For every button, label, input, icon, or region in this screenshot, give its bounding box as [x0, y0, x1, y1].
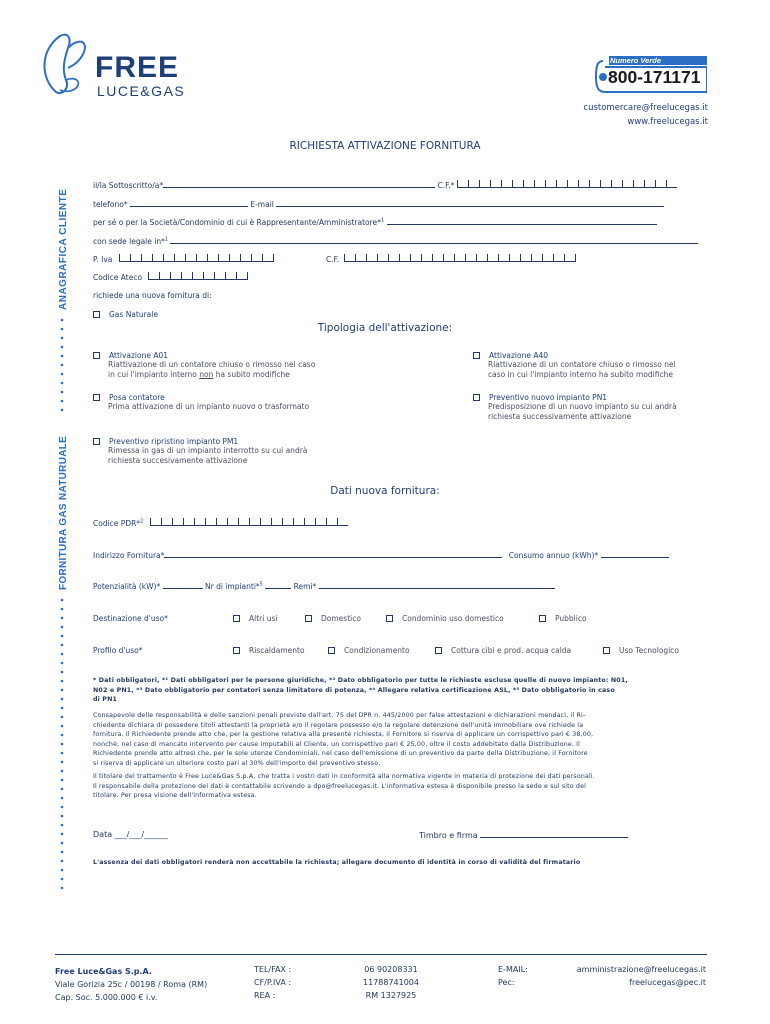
email-field[interactable] — [276, 199, 664, 207]
consumo-field[interactable] — [601, 550, 669, 558]
cf2-field[interactable] — [344, 254, 576, 262]
dest-altri-label: Altri usi — [249, 614, 278, 623]
pdr-label: Codice PDR* — [93, 519, 141, 528]
dest-condominio-label: Condominio uso domestico — [402, 614, 504, 623]
pm1-desc-2: richiesta succesivamente attivazione — [108, 456, 248, 465]
a01-checkbox[interactable] — [93, 352, 100, 359]
a01-desc-2 — [108, 370, 315, 380]
footer-labels — [254, 963, 291, 1002]
per-se-row — [93, 217, 657, 227]
notes-legend — [93, 676, 628, 705]
cf-label: C.F.* — [437, 181, 455, 190]
piva-label: P. Iva — [93, 255, 113, 264]
dest-opt-pubblico[interactable] — [539, 614, 587, 623]
footer-cf-value: 11788741004 — [363, 978, 419, 987]
prof-risc-label: Riscaldamento — [249, 646, 305, 655]
impianti-field[interactable] — [265, 581, 291, 589]
data-row — [93, 830, 168, 839]
prof-cottura-label: Cottura cibi e prod. acqua calda — [451, 646, 572, 655]
prof-risc-checkbox[interactable] — [233, 647, 240, 654]
potenzialita-field[interactable] — [163, 581, 203, 589]
a01-option[interactable] — [93, 351, 315, 380]
brand-sub: LUCE&GAS — [97, 83, 186, 99]
timbro-field[interactable] — [480, 830, 628, 838]
dest-domestico-checkbox[interactable] — [305, 615, 312, 622]
dest-domestico-label: Domestico — [321, 614, 361, 623]
a40-desc-2: caso in cui l'impianto interno ha subito modifiche — [488, 370, 673, 379]
contact-email[interactable]: customercare@freelucegas.it — [583, 103, 708, 113]
cf2-label: C.F. — [326, 255, 340, 264]
footer-tel-label: TEL/FAX : — [254, 965, 292, 974]
footer-rea-label: REA : — [254, 991, 276, 1000]
pn1-desc-2: richiesta successivamente attivazione — [488, 412, 632, 421]
ateco-label: Codice Ateco — [93, 273, 143, 282]
posa-desc: Prima attivazione di un impianto nuovo o trasformato — [108, 402, 310, 411]
gas-naturale-option[interactable] — [93, 310, 158, 319]
tipologia-title: Tipologia dell'attivazione: — [317, 322, 453, 334]
potenzialita-row — [93, 581, 555, 591]
per-se-sup: 1 — [380, 217, 385, 224]
footer-mail-labels — [498, 963, 528, 989]
prof-opt-risc[interactable] — [233, 646, 305, 655]
footer-values — [355, 963, 427, 1002]
indirizzo-field[interactable] — [164, 550, 502, 558]
posa-title: Posa contatore — [109, 393, 165, 402]
footer-capital: Cap. Soc. 5.000.000 € i.v. — [55, 993, 158, 1002]
prof-cottura-checkbox[interactable] — [435, 647, 442, 654]
a01-desc-2a: in cui l'impianto interno — [108, 370, 200, 379]
a40-option[interactable] — [473, 351, 676, 380]
posa-checkbox[interactable] — [93, 394, 100, 401]
prof-opt-tecno[interactable] — [603, 646, 679, 655]
ateco-row — [93, 272, 248, 282]
assenza-note: L'assenza dei dati obbligatori renderà non accettabile la richiesta; allegare documento di identità in corso di validità del firmatario — [93, 859, 581, 866]
dest-opt-domestico[interactable] — [305, 614, 361, 623]
sede-label: con sede legale in* — [93, 237, 165, 246]
richiede-text: richiede una nuova fornitura di: — [93, 291, 212, 300]
privacy-paragraph — [93, 772, 595, 801]
side-section-labels — [57, 180, 69, 890]
indirizzo-label: Indirizzo Fornitura* — [93, 551, 165, 560]
piva-field[interactable] — [119, 254, 274, 262]
data-label: Data — [93, 830, 113, 839]
dich-line-3: fornitura. Il Richiedente prende atto che, per la gestione relativa alla presente richiesta, il Fornitore si riserva di applicare un corrispettivo pari € 38,00, — [93, 731, 594, 739]
footer-pec-label: Pec: — [498, 978, 515, 987]
numero-verde-number: 800-171171 — [608, 67, 701, 87]
side-label-fornitura: FORNITURA GAS NATURUALE — [58, 435, 69, 590]
footer-email-value[interactable]: amministrazione@freelucegas.it — [576, 965, 706, 974]
page-title: RICHIESTA ATTIVAZIONE FORNITURA — [289, 140, 481, 152]
dest-pubblico-label: Pubblico — [555, 614, 587, 623]
dest-opt-altri[interactable] — [233, 614, 277, 623]
notes-line-2: N02 e PN1, *³ Dato obbligatorio per contatori senza limitatore di potenza, *⁴ Allegare relativa certificazione ASL, *⁵ Dato obbligatorio in caso — [93, 686, 615, 694]
fornitura-title: Dati nuova fornitura: — [330, 485, 440, 497]
dest-pubblico-checkbox[interactable] — [539, 615, 546, 622]
posa-option[interactable] — [93, 393, 309, 412]
destinazione-label: Destinazione d'uso* — [93, 614, 168, 623]
telefono-row — [93, 199, 664, 209]
pm1-desc-1: Rimessa in gas di un impianto interrotto su cui andrà — [108, 446, 308, 455]
indirizzo-row — [93, 550, 669, 560]
footer-company-block — [55, 965, 207, 1004]
privacy-line-3: titolare. Per presa visione dell'informativa estesa. — [93, 792, 257, 800]
footer-tel-value: 06 90208331 — [364, 965, 418, 974]
privacy-line-1: Il titolare del trattamento è Free Luce&Gas S.p.A, che tratta i vostri dati in conformità alla normativa vigente in materia di protezione dei dati personali. — [93, 773, 595, 780]
a40-title: Attivazione A40 — [489, 351, 549, 360]
prof-tecno-label: Uso Tecnologico — [619, 646, 679, 655]
dich-line-2: chiedente dichiara di possedere titoli attestanti la proprietà e/o il regolare possesso e/o la regolare detenzione dell'unità immobiliare ove richiede la — [93, 721, 584, 729]
prof-cond-checkbox[interactable] — [328, 647, 335, 654]
dest-altri-checkbox[interactable] — [233, 615, 240, 622]
timbro-label: Timbro e firma — [419, 831, 478, 840]
dich-line-5: Richiedente prende atto altresì che, per le sole utenze Condominiali, nel caso dell'emissione di un preventivo da parte della Distribuzione, il Fornitore — [93, 750, 588, 758]
footer-mail-values — [577, 963, 706, 989]
dest-condominio-checkbox[interactable] — [386, 615, 393, 622]
cf2-row — [326, 254, 576, 264]
prof-cond-label: Condizionamento — [344, 646, 410, 655]
gas-naturale-checkbox[interactable] — [93, 311, 100, 318]
gas-naturale-label: Gas Naturale — [109, 310, 158, 319]
societa-field[interactable] — [387, 217, 657, 225]
footer-pec-value[interactable]: freelucegas@pec.it — [629, 978, 706, 987]
profilo-label: Profilo d'uso* — [93, 646, 143, 655]
sede-row — [93, 236, 698, 246]
a01-desc-2b: non — [199, 370, 214, 379]
sottoscritto-row — [93, 180, 677, 190]
cf-field[interactable] — [457, 180, 677, 188]
footer-address: Viale Gorizia 25c / 00198 / Roma (RM) — [55, 980, 208, 989]
a01-title: Attivazione A01 — [109, 351, 169, 360]
contact-website[interactable]: www.freelucegas.it — [627, 117, 708, 127]
remi-label: Remi* — [293, 582, 317, 591]
a01-desc-1: Riattivazione di un contatore chiuso o rimosso nel caso — [108, 360, 316, 369]
pn1-checkbox[interactable] — [473, 394, 480, 401]
prof-tecno-checkbox[interactable] — [603, 647, 610, 654]
a40-checkbox[interactable] — [473, 352, 480, 359]
pdr-sup: 2 — [140, 518, 144, 525]
data-field[interactable]: ___/___/______ — [114, 830, 169, 839]
brand-name: FREE — [95, 51, 180, 84]
ateco-field[interactable] — [148, 272, 248, 280]
dichiarazione-paragraph — [93, 711, 593, 769]
pn1-desc-1: Predisposizione di un nuovo impianto su cui andrà — [488, 402, 677, 411]
notes-line-3: di PN1 — [93, 696, 118, 704]
side-label-anagrafica: ANAGRAFICA CLIENTE — [58, 188, 69, 310]
sede-field[interactable] — [170, 236, 698, 244]
piva-row — [93, 254, 274, 264]
numero-verde-label: Numero Verde — [610, 56, 661, 65]
footer-divider — [55, 954, 707, 955]
pdr-field[interactable] — [150, 518, 348, 526]
sottoscritto-field[interactable] — [163, 180, 435, 188]
privacy-line-2: Il responsabile della protezione dei dati è contattabile scrivendo a dpo@freelucegas.it. L'informativa estesa è disponibile presso la sede e sul sito del — [93, 782, 586, 790]
notes-line-1: * Dati obbligatori, *¹ Dati obbligatori per le persone giuridiche, *² Dato obbligatorio per tutte le richieste escluse quelle di nuovo impianto: N01, — [93, 677, 628, 684]
footer-cf-label: CF/P.IVA : — [254, 978, 292, 987]
per-se-label: per sé o per la Società/Condominio di cui è Rappresentante/Amministratore* — [93, 218, 381, 227]
dich-line-1: Consapevole delle responsabilità e delle sanzioni penali previste dall'art. 75 del DPR n. 445/2000 per false attestazioni e dichiarazioni mendaci, il Ri- — [93, 712, 586, 719]
pdr-row — [93, 518, 348, 528]
email-label: E-mail — [250, 200, 274, 209]
consumo-label: Consumo annuo (kWh)* — [508, 551, 599, 560]
pm1-checkbox[interactable] — [93, 438, 100, 445]
timbro-row — [419, 830, 628, 840]
impianti-label: Nr di impianti* — [205, 582, 260, 591]
dich-line-6: si riserva di applicare un ulteriore costo pari al 30% dell'importo del preventivo stesso. — [93, 759, 381, 767]
footer-company: Free Luce&Gas S.p.A. — [55, 967, 152, 976]
dest-opt-condominio[interactable] — [386, 614, 504, 623]
pm1-option[interactable] — [93, 437, 307, 466]
impianti-sup: 5 — [259, 581, 263, 588]
dich-line-4: nonché, nel caso di mancato intervento per cause imputabili al Cliente, un corrispettivo pari € 25,00, oltre il costo addebitato dalla Distribuzione. Il — [93, 740, 581, 748]
a40-desc-1: Riattivazione di un contatore chiuso o rimosso nel — [488, 360, 676, 369]
prof-opt-cond[interactable] — [328, 646, 410, 655]
potenzialita-label: Potenzialità (kW)* — [93, 582, 161, 591]
pn1-title: Preventivo nuovo impianto PN1 — [489, 393, 608, 402]
footer-rea-value: RM 1327925 — [365, 991, 417, 1000]
pm1-title: Preventivo ripristino impianto PM1 — [109, 437, 239, 446]
prof-opt-cottura[interactable] — [435, 646, 571, 655]
telefono-label: telefono* — [93, 200, 128, 209]
remi-field[interactable] — [319, 581, 555, 589]
sottoscritto-label: il/la Sottoscritto/a* — [93, 181, 164, 190]
sede-sup: 1 — [164, 236, 169, 243]
telefono-field[interactable] — [130, 199, 248, 207]
a01-desc-2c: ha subito modifiche — [213, 370, 290, 379]
footer-email-label: E-MAIL: — [498, 965, 528, 974]
pn1-option[interactable] — [473, 393, 677, 422]
